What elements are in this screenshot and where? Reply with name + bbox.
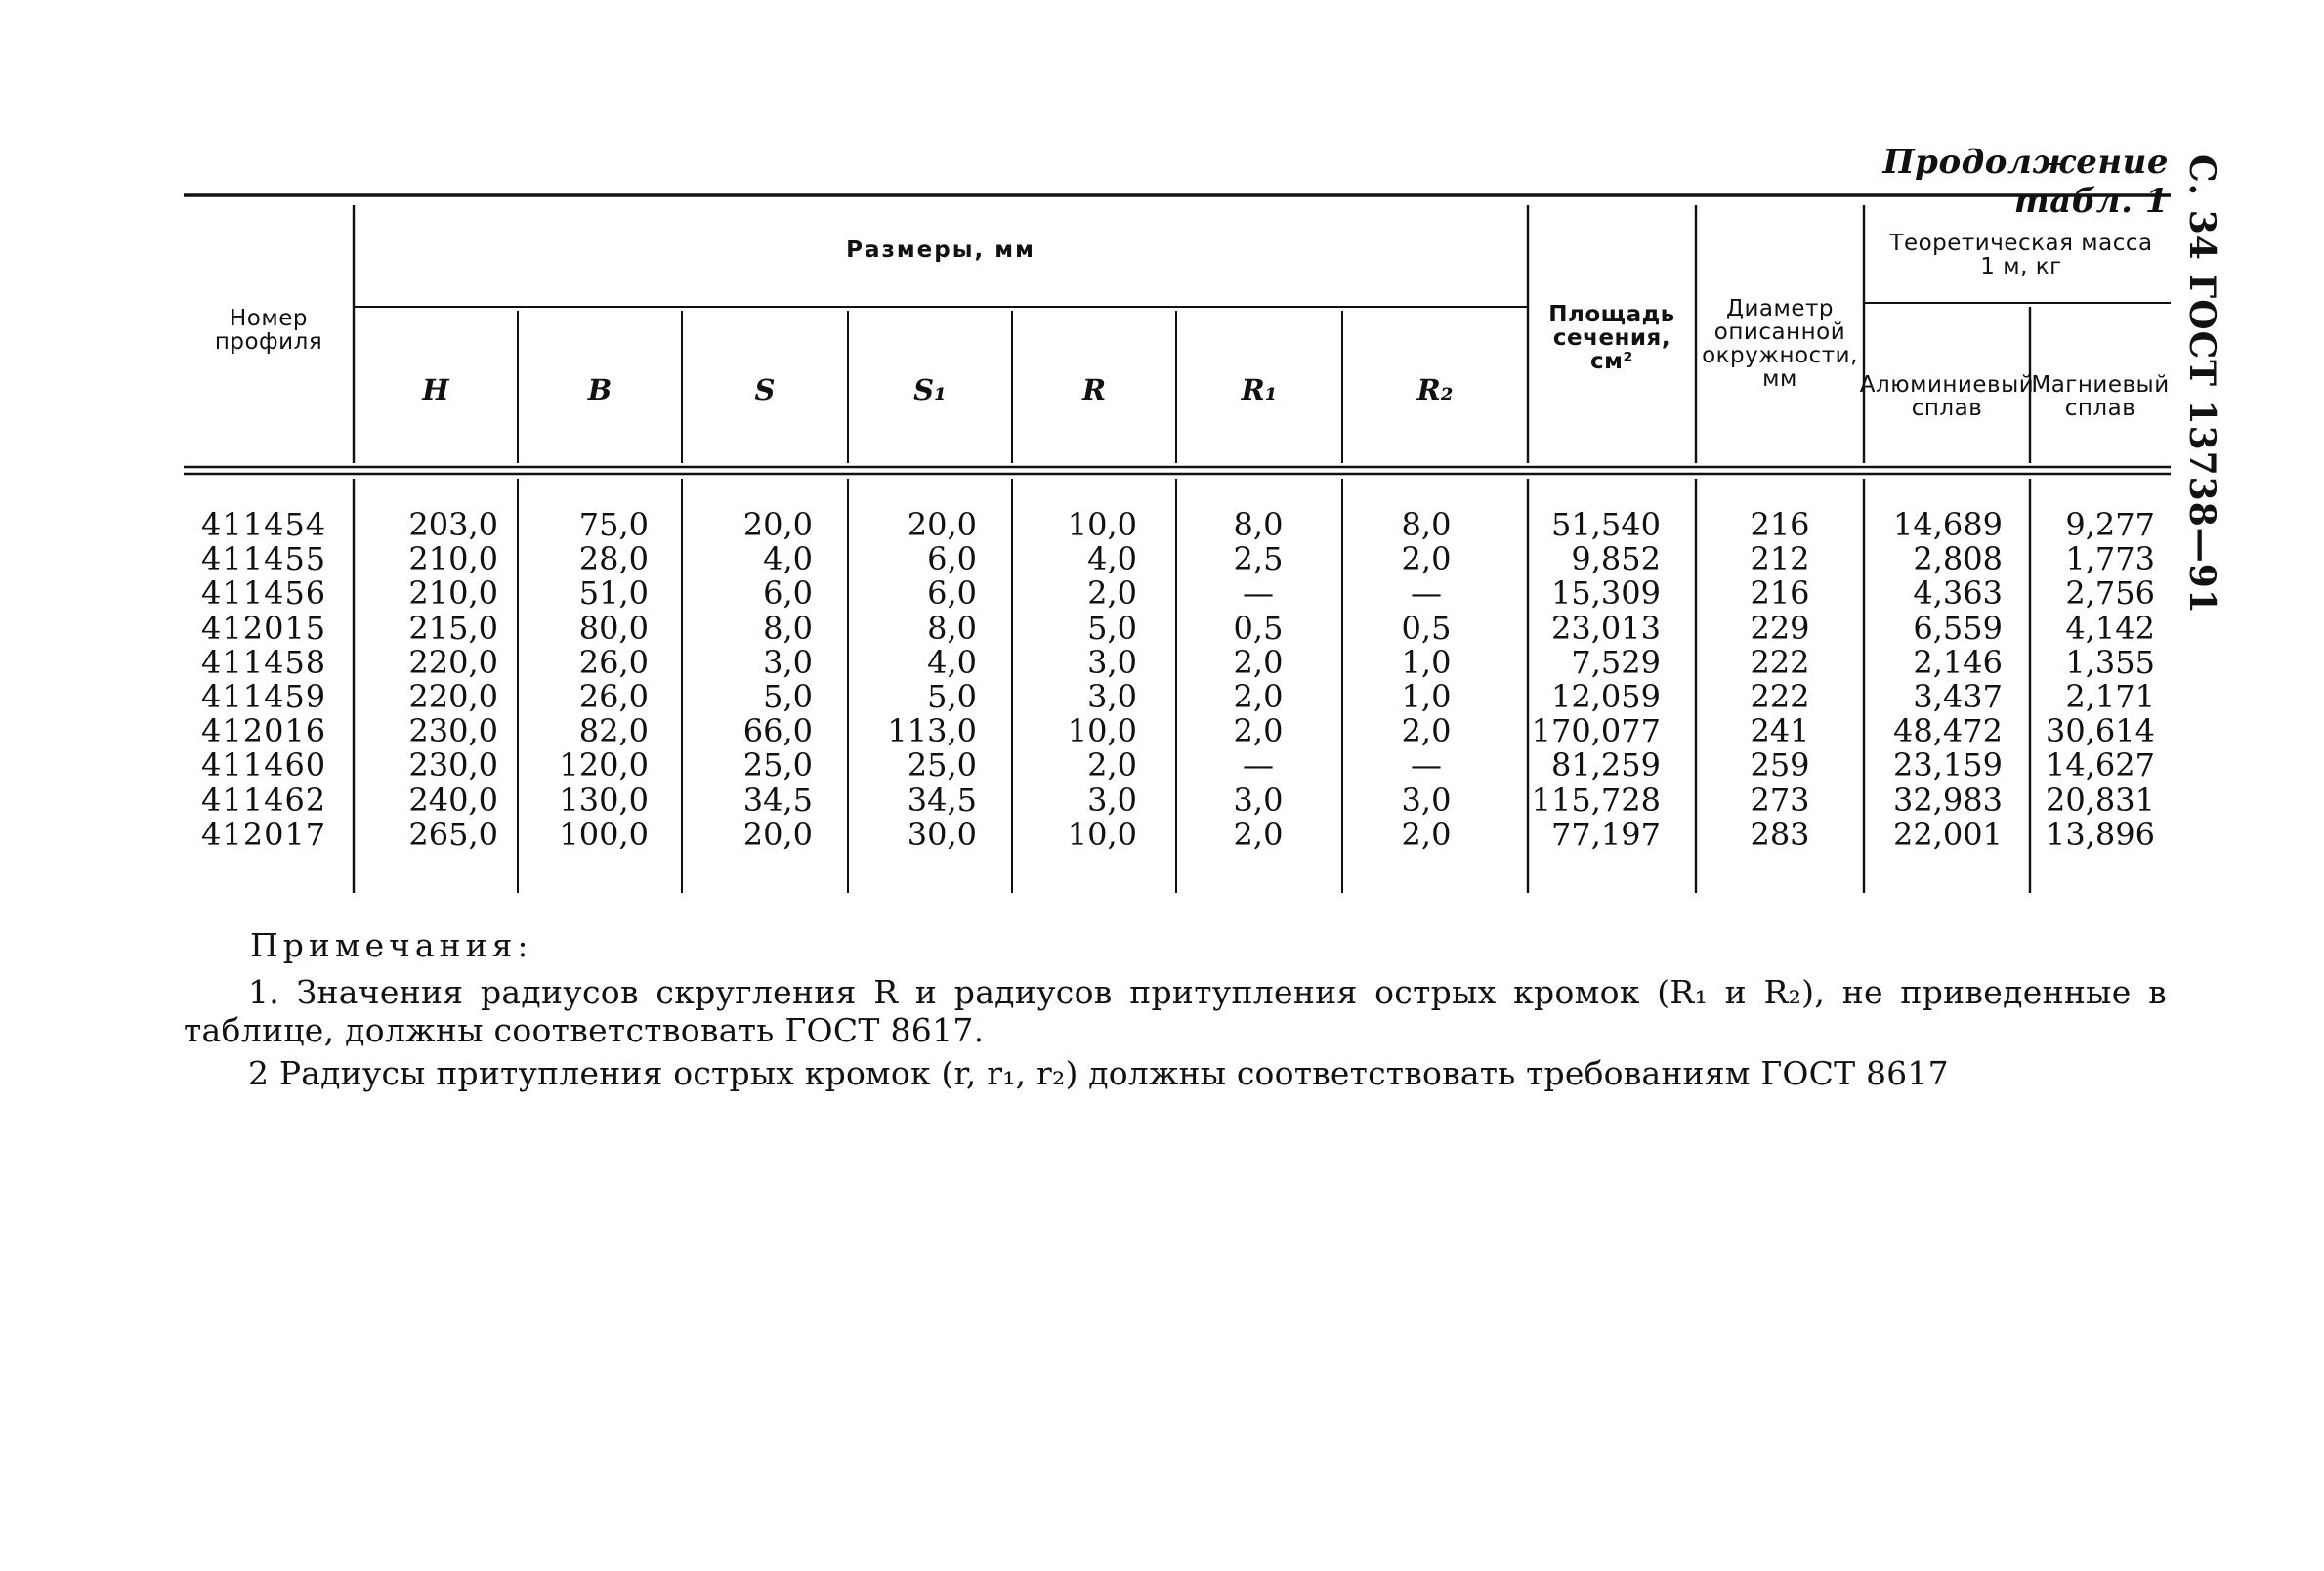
table-cell: 15,309 (1551, 574, 1661, 613)
table-cell: — (1243, 746, 1274, 785)
table-cell: 2,0 (1233, 712, 1284, 750)
table-cell: 273 (1750, 781, 1810, 819)
table-cell: 20,0 (742, 506, 813, 543)
table-cell: 2,5 (1233, 540, 1284, 578)
table-cell: 10,0 (1067, 815, 1137, 853)
table-cell: 229 (1750, 609, 1810, 647)
page-header-vertical: С. 34 ГОСТ 13738—91 (2181, 154, 2222, 615)
table-cell: 411456 (201, 574, 327, 613)
table-cell: 3,0 (1087, 781, 1137, 819)
table-cell: 5,0 (927, 678, 977, 716)
table-cell: 66,0 (742, 712, 813, 750)
table-cell: 3,0 (1233, 781, 1284, 819)
table-cell: 14,689 (1893, 506, 2003, 543)
table-cell: 241 (1750, 712, 1810, 750)
table-cell: 2,0 (1401, 712, 1452, 750)
table-cell: 12,059 (1551, 678, 1661, 716)
table-cell: 25,0 (742, 746, 813, 785)
header-theoretical-mass: Теоретическая масса 1 м, кг (1889, 230, 2153, 279)
header-dim-r1: R₁ (1241, 372, 1278, 406)
table-cell: 3,0 (1087, 643, 1137, 681)
table-cell: 4,142 (2065, 609, 2155, 647)
table-cell: 3,437 (1913, 678, 2003, 716)
column-r (1039, 508, 1137, 852)
table-cell: 220,0 (408, 643, 498, 681)
notes-section (184, 926, 2167, 1092)
table-cell: 412016 (201, 712, 327, 750)
header-dim-r: R (1081, 372, 1107, 406)
table-cell: 2,756 (2065, 574, 2155, 613)
table-cell: 22,001 (1893, 815, 2003, 853)
table-cell: 230,0 (408, 712, 498, 750)
table-cell: 0,5 (1401, 609, 1452, 647)
table-cell: 7,529 (1571, 643, 1661, 681)
table-cell: 10,0 (1067, 712, 1137, 750)
table-cell: 6,0 (927, 574, 977, 613)
table-cell: 26,0 (578, 643, 649, 681)
table-cell: 259 (1750, 746, 1810, 785)
table-cell: 3,0 (1087, 678, 1137, 716)
table-cell: 30,0 (907, 815, 977, 853)
table-cell: 9,852 (1571, 540, 1661, 578)
table-cell: 1,773 (2065, 540, 2155, 578)
table-cell: 2,0 (1087, 746, 1137, 785)
table-cell: — (1411, 574, 1442, 613)
table-cell: 130,0 (559, 781, 649, 819)
table-cell: 8,0 (1401, 506, 1452, 543)
table-cell: 32,983 (1893, 781, 2003, 819)
table-cell: 1,355 (2065, 643, 2155, 681)
table-cell: 4,363 (1913, 574, 2003, 613)
table-cell: 3,0 (1401, 781, 1452, 819)
table-cell: 9,277 (2065, 506, 2155, 543)
table-cell: 6,0 (763, 574, 813, 613)
table-cell: 8,0 (1233, 506, 1284, 543)
table-cell: 1,0 (1401, 678, 1452, 716)
table-cell: 411462 (201, 781, 327, 819)
table-cell: 2,808 (1913, 540, 2003, 578)
profile-table (184, 193, 2171, 899)
table-cell: 113,0 (887, 712, 977, 750)
column-s1 (869, 508, 977, 852)
header-aluminium-alloy: Алюминиевый сплав (1859, 371, 2035, 421)
table-cell: 216 (1750, 506, 1810, 543)
table-cell: 411460 (201, 746, 327, 785)
column-section-area (1531, 506, 1661, 853)
table-cell: 6,559 (1913, 609, 2003, 647)
table-cell: 26,0 (578, 678, 649, 716)
header-magnesium-alloy: Магниевый сплав (2031, 371, 2170, 421)
table-cell: 14,627 (2046, 746, 2155, 785)
table-cell: 1,0 (1401, 643, 1452, 681)
table-cell: 10,0 (1067, 506, 1137, 543)
table-cell: 4,0 (1087, 540, 1137, 578)
table-cell: 120,0 (559, 746, 649, 785)
header-circumscribed-diameter: Диаметр описанной окружности, мм (1702, 295, 1858, 393)
table-cell: 81,259 (1551, 746, 1661, 785)
column-r1 (1209, 508, 1307, 852)
table-cell: 48,472 (1893, 712, 2003, 750)
table-cell: 5,0 (1087, 609, 1137, 647)
column-aluminium-mass (1872, 508, 2003, 852)
table-cell: 0,5 (1233, 609, 1284, 647)
table-cell: 51,0 (578, 574, 649, 613)
table-cell: 210,0 (408, 574, 498, 613)
column-b (551, 508, 649, 852)
table-cell: 411455 (201, 540, 327, 578)
table-cell: 20,831 (2046, 781, 2155, 819)
table-cell: 411458 (201, 643, 327, 681)
table-cell: 210,0 (408, 540, 498, 578)
table-cell: 8,0 (763, 609, 813, 647)
table-cell: 75,0 (578, 506, 649, 543)
column-s (715, 508, 813, 852)
table-cell: 412015 (201, 609, 327, 647)
note-2: 2 Радиусы притупления острых кромок (r, r₁, r₂) должны соответствовать требованиям ГОСТ 8617 (248, 1053, 1949, 1092)
table-cell: 80,0 (578, 609, 649, 647)
header-section-area: Площадь сечения, см² (1548, 301, 1675, 375)
table-cell: 216 (1750, 574, 1810, 613)
table-cell: 2,0 (1233, 643, 1284, 681)
table-cell: 34,5 (742, 781, 813, 819)
column-r2 (1377, 508, 1475, 852)
table-cell: 34,5 (907, 781, 977, 819)
column-magnesium-mass (2036, 508, 2155, 852)
header-dimensions: Размеры, мм (846, 236, 1035, 263)
column-h (381, 508, 498, 852)
table-cell: 8,0 (927, 609, 977, 647)
table-cell: 240,0 (408, 781, 498, 819)
table-cell: — (1411, 746, 1442, 785)
table-cell: 2,0 (1233, 815, 1284, 853)
table-cell: 412017 (201, 815, 327, 853)
table-cell: 28,0 (578, 540, 649, 578)
table-cell: 23,159 (1893, 746, 2003, 785)
table-cell: 2,0 (1087, 574, 1137, 613)
table-cell: 265,0 (408, 815, 498, 853)
table-cell: 51,540 (1551, 506, 1661, 543)
table-cell: 25,0 (907, 746, 977, 785)
table-cell: 230,0 (408, 746, 498, 785)
table-cell: 2,0 (1233, 678, 1284, 716)
table-cell: 2,171 (2065, 678, 2155, 716)
table-cell: 3,0 (763, 643, 813, 681)
table-cell: 203,0 (408, 506, 498, 543)
table-caption: Продолжение табл. 1 (1882, 143, 2169, 221)
table-cell: 4,0 (927, 643, 977, 681)
table-cell: 77,197 (1551, 815, 1661, 853)
table-cell: 82,0 (578, 712, 649, 750)
table-cell: 2,146 (1913, 643, 2003, 681)
table-cell: 283 (1750, 815, 1810, 853)
table-cell: 215,0 (408, 609, 498, 647)
header-dim-s1: S₁ (913, 372, 947, 406)
header-profile-number: Номер профиля (214, 305, 323, 355)
table-cell: — (1243, 574, 1274, 613)
table-cell: 2,0 (1401, 815, 1452, 853)
table-cell: 100,0 (559, 815, 649, 853)
table-cell: 6,0 (927, 540, 977, 578)
table-cell: 212 (1750, 540, 1810, 578)
header-dim-b: B (587, 372, 613, 406)
table-cell: 411454 (201, 506, 327, 543)
column-profile (201, 508, 338, 852)
table-cell: 30,614 (2046, 712, 2155, 750)
table-cell: 170,077 (1531, 712, 1661, 750)
table-cell: 23,013 (1551, 609, 1661, 647)
table-cell: 222 (1750, 643, 1810, 681)
header-dim-r2: R₂ (1416, 372, 1454, 406)
table-cell: 13,896 (2046, 815, 2155, 853)
table-cell: 20,0 (742, 815, 813, 853)
table-cell: 115,728 (1531, 781, 1661, 819)
table-cell: 20,0 (907, 506, 977, 543)
header-dim-h: H (422, 372, 449, 406)
table-cell: 4,0 (763, 540, 813, 578)
table-cell: 5,0 (763, 678, 813, 716)
table-cell: 411459 (201, 678, 327, 716)
note-1: 1. Значения радиусов скругления R и радиусов притупления острых кромок (R₁ и R₂), не приведенные в таблице, должны соответствовать ГОСТ 8617. (184, 972, 2167, 1050)
table-cell: 220,0 (408, 678, 498, 716)
table-cell: 2,0 (1401, 540, 1452, 578)
column-circumscribed-diameter (1721, 508, 1838, 852)
table-cell: 222 (1750, 678, 1810, 716)
header-dim-s: S (754, 372, 776, 406)
notes-title: Примечания: (250, 926, 533, 964)
